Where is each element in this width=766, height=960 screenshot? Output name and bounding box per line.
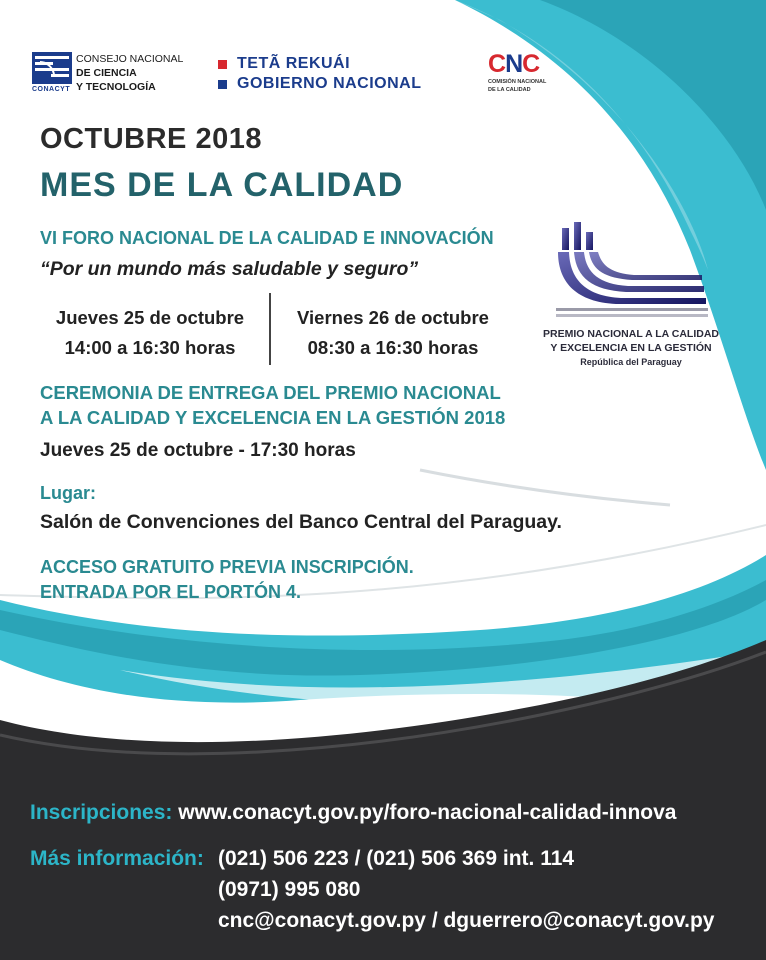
ceremony-title: CEREMONIA DE ENTREGA DEL PREMIO NACIONAL A LA CALIDAD Y EXCELENCIA EN LA GESTIÓN 2018: [40, 382, 506, 428]
location-value: Salón de Convenciones del Banco Central del Paraguay.: [40, 511, 562, 533]
conacyt-logo: [32, 52, 192, 98]
page-title: MES DE LA CALIDAD: [40, 166, 404, 204]
registration-label: Inscripciones:: [30, 801, 173, 824]
forum-day-2: Viernes 26 de octubre 08:30 a 16:30 horas: [297, 307, 489, 358]
footer-contact: [30, 797, 750, 937]
forum-quote: “Por un mundo más saludable y seguro”: [40, 258, 419, 280]
date-divider: [269, 293, 271, 365]
registration-link[interactable]: www.conacyt.gov.py/foro-nacional-calidad-innova: [178, 801, 677, 824]
premio-emblem-icon: [536, 222, 726, 322]
email-addresses[interactable]: cnc@conacyt.gov.py / dguerrero@conacyt.gov.py: [218, 909, 715, 932]
mobile-number: (0971) 995 080: [218, 878, 361, 901]
info-label: Más información:: [30, 847, 204, 870]
gobierno-logo: TETÃ REKUÁI GOBIERNO NACIONAL: [218, 54, 422, 94]
forum-day-1: Jueves 25 de octubre 14:00 a 16:30 horas: [55, 307, 245, 358]
month-heading: OCTUBRE 2018: [40, 123, 262, 155]
red-square-icon: [218, 60, 227, 69]
forum-title: VI FORO NACIONAL DE LA CALIDAD E INNOVACIÓN: [40, 228, 494, 248]
cnc-logo: CNC COMISIÓN NACIONAL DE LA CALIDAD: [488, 50, 547, 93]
conacyt-name: CONSEJO NACIONAL DE CIENCIA Y TECNOLOGÍA: [76, 53, 184, 93]
location-label: Lugar:: [40, 483, 96, 503]
blue-square-icon: [218, 80, 227, 89]
access-info: ACCESO GRATUITO PREVIA INSCRIPCIÓN. ENTRADA POR EL PORTÓN 4.: [40, 557, 414, 602]
ceremony-date: Jueves 25 de octubre - 17:30 horas: [40, 440, 356, 461]
premio-nacional-logo: [536, 222, 726, 369]
conacyt-abbr: CONACYT: [32, 86, 71, 93]
premio-text: PREMIO NACIONAL A LA CALIDAD Y EXCELENCIA EN LA GESTIÓN República del Paraguay: [543, 328, 719, 367]
phone-numbers: (021) 506 223 / (021) 506 369 int. 114: [218, 847, 575, 870]
